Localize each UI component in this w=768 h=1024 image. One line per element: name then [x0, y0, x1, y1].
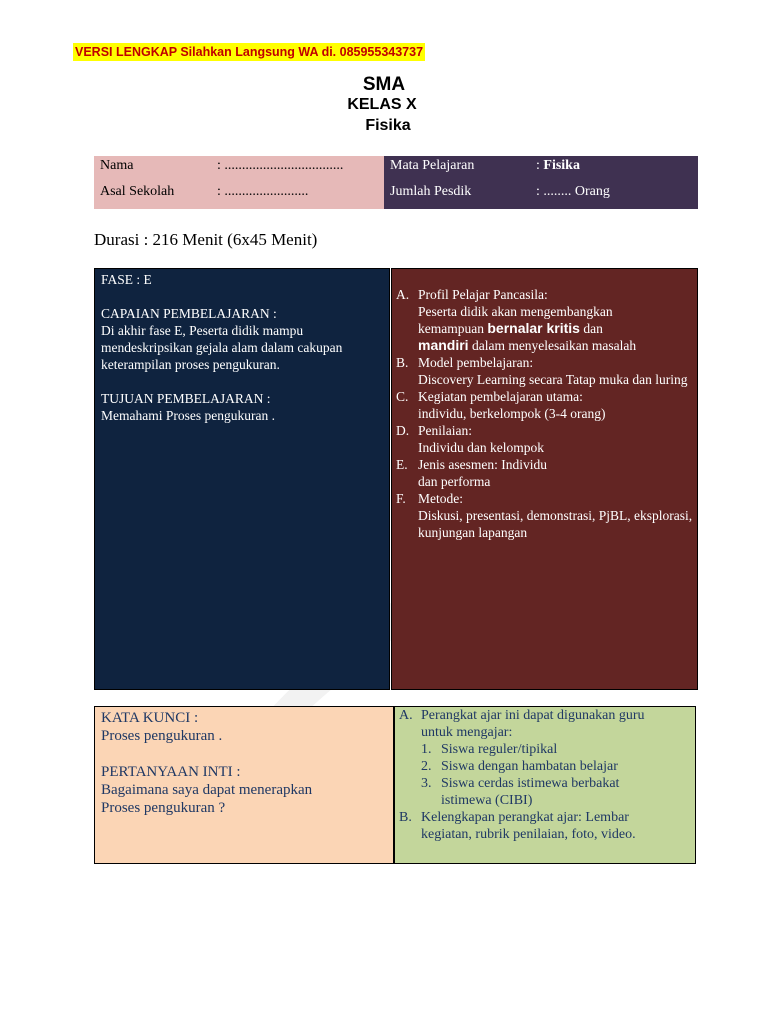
- mapel-label: Mata Pelajaran: [390, 158, 475, 173]
- list-marker: 1.: [421, 742, 432, 757]
- list-item: [396, 456, 693, 490]
- profil-text-2: [418, 320, 693, 337]
- profil-title: Profil Pelajar Pancasila:: [418, 287, 548, 302]
- list-item: [396, 286, 693, 354]
- list-item: [421, 758, 691, 775]
- subject-info-panel: [384, 156, 698, 209]
- page-title-subject: Fisika: [365, 117, 411, 134]
- list-item: [396, 490, 693, 541]
- pertanyaan-title: PERTANYAAN INTI :: [101, 764, 241, 780]
- list-marker: A.: [399, 708, 413, 723]
- list-item: [399, 707, 691, 741]
- mapel-row: [390, 158, 580, 174]
- profil-text-1: Peserta didik akan mengembangkan: [418, 304, 613, 319]
- profil-bold-mandiri: mandiri: [418, 337, 469, 353]
- asesmen-title: Jenis asesmen: Individu: [418, 457, 547, 472]
- promo-banner: VERSI LENGKAP Silahkan Langsung WA di. 085955343737: [75, 45, 424, 59]
- metode-title: Metode:: [418, 491, 463, 506]
- list-marker: E.: [396, 457, 408, 472]
- penilaian-detail: Individu dan kelompok: [418, 440, 544, 455]
- sekolah-value: : ........................: [217, 184, 309, 199]
- list-item: [421, 741, 691, 758]
- list-item: [399, 809, 691, 843]
- list-item: [396, 388, 693, 422]
- list-item: [421, 775, 691, 809]
- asesmen-detail: dan performa: [418, 474, 491, 489]
- profil-text-3: [418, 337, 693, 354]
- list-marker: B.: [396, 355, 409, 370]
- learning-objectives-box: [94, 268, 390, 690]
- list-marker: A.: [396, 287, 410, 302]
- nama-row: [100, 158, 343, 174]
- nama-value: : ..................................: [217, 158, 344, 173]
- list-item: [396, 354, 693, 388]
- keywords-box: [94, 706, 394, 864]
- model-title: Model pembelajaran:: [418, 355, 534, 370]
- penilaian-title: Penilaian:: [418, 423, 472, 438]
- profil-dan: dan: [583, 321, 603, 336]
- list-item: [396, 422, 693, 456]
- list-marker: 2.: [421, 759, 432, 774]
- perangkat-text: Perangkat ajar ini dapat digunakan guru untuk mengajar:: [421, 708, 645, 740]
- pesdik-value: : ........ Orang: [536, 184, 610, 199]
- target-users-box: [394, 706, 696, 864]
- sekolah-label: Asal Sekolah: [100, 184, 175, 199]
- list-marker: F.: [396, 491, 406, 506]
- list-item-text: Siswa dengan hambatan belajar: [441, 759, 618, 774]
- page-title-class: KELAS X: [347, 96, 417, 113]
- duration-text: Durasi : 216 Menit (6x45 Menit): [94, 230, 318, 249]
- list-item-text: Siswa reguler/tipikal: [441, 742, 558, 757]
- student-info-panel: [94, 156, 384, 209]
- capaian-text: Di akhir fase E, Peserta didik mampu mendeskripsikan gejala alam dalam cakupan keterampilan proses pengukuran.: [101, 323, 343, 372]
- mapel-colon: :: [536, 158, 544, 173]
- mapel-value: Fisika: [543, 158, 580, 173]
- tujuan-title: TUJUAN PEMBELAJARAN :: [101, 391, 271, 406]
- page-title-level: SMA: [362, 74, 406, 95]
- tujuan-text: Memahami Proses pengukuran .: [101, 408, 275, 423]
- kata-kunci-text: Proses pengukuran .: [101, 728, 223, 744]
- pesdik-row: [390, 184, 610, 200]
- pertanyaan-text: Bagaimana saya dapat menerapkan Proses pengukuran ?: [101, 782, 313, 816]
- model-detail: Discovery Learning secara Tatap muka dan luring: [418, 372, 688, 387]
- metode-detail: Diskusi, presentasi, demonstrasi, PjBL, eksplorasi, kunjungan lapangan: [418, 508, 693, 540]
- learning-details-box: [391, 268, 698, 690]
- profil-kemampuan: kemampuan: [418, 321, 484, 336]
- list-item-text: Siswa cerdas istimewa berbakat istimewa (CIBI): [441, 776, 620, 808]
- list-marker: B.: [399, 810, 412, 825]
- nama-label: Nama: [100, 158, 134, 173]
- list-marker: 3.: [421, 776, 432, 791]
- kata-kunci-title: KATA KUNCI :: [101, 710, 199, 726]
- list-marker: D.: [396, 423, 410, 438]
- list-marker: C.: [396, 389, 409, 404]
- kelengkapan-text: Kelengkapan perangkat ajar: Lembar kegiatan, rubrik penilaian, foto, video.: [421, 810, 636, 842]
- profil-masalah: dalam menyelesaikan masalah: [471, 338, 637, 353]
- capaian-title: CAPAIAN PEMBELAJARAN :: [101, 306, 277, 321]
- kegiatan-detail: individu, berkelompok (3-4 orang): [418, 406, 606, 421]
- sekolah-row: [100, 184, 308, 200]
- profil-bold-nalar: bernalar kritis: [487, 320, 580, 336]
- pesdik-label: Jumlah Pesdik: [390, 184, 472, 199]
- fase-label: FASE : E: [101, 272, 152, 287]
- kegiatan-title: Kegiatan pembelajaran utama:: [418, 389, 583, 404]
